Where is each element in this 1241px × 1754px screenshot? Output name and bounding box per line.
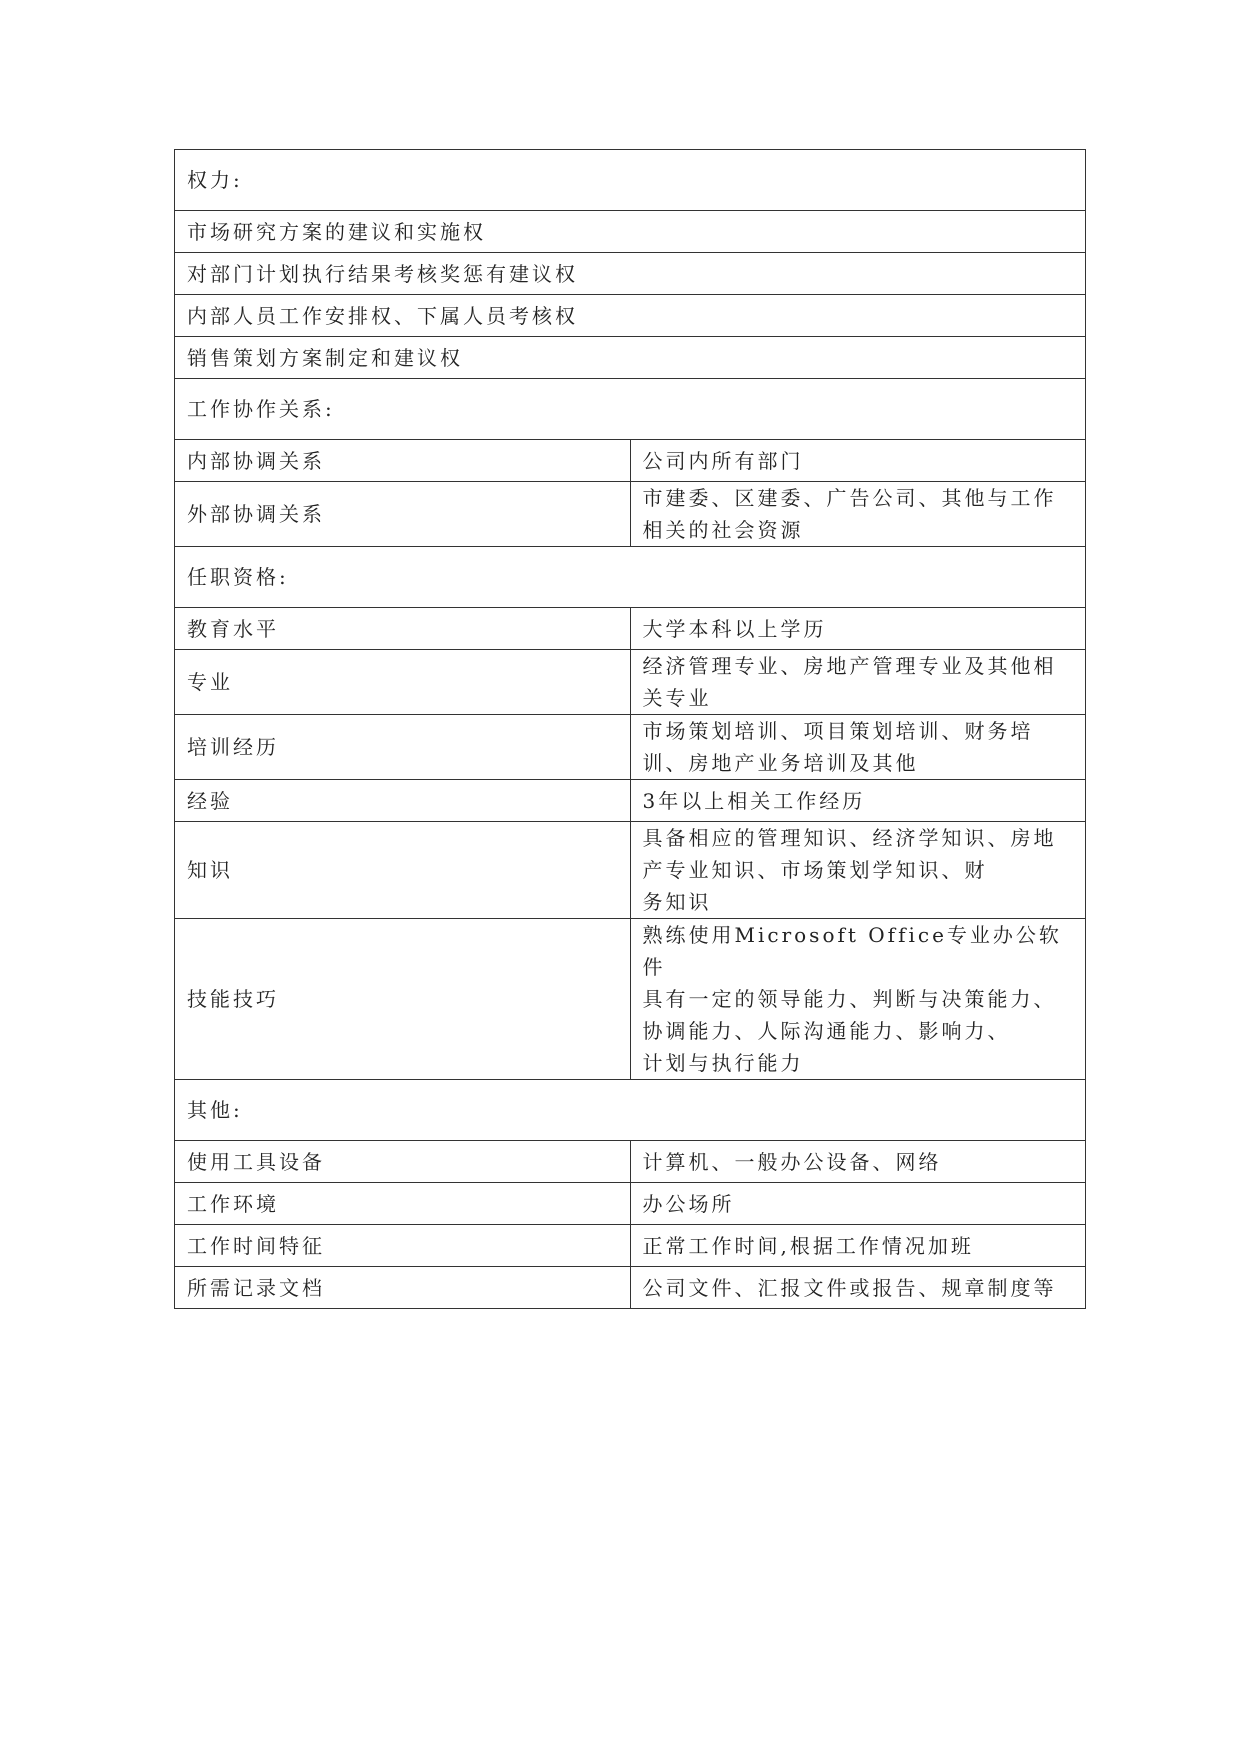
field-label: 知识: [175, 822, 631, 919]
field-value: 正常工作时间,根据工作情况加班: [630, 1225, 1086, 1267]
section-heading-other: 其他:: [175, 1080, 1086, 1141]
field-value: [630, 919, 1086, 1080]
section-heading-qualifications: 任职资格:: [175, 547, 1086, 608]
other-row: [175, 1267, 1086, 1309]
job-description-table: [174, 149, 1086, 1309]
field-value: 市建委、区建委、广告公司、其他与工作相关的社会资源: [630, 482, 1086, 547]
section-row-other: [175, 1080, 1086, 1141]
value-line: 具有一定的领导能力、判断与决策能力、协调能力、人际沟通能力、影响力、: [642, 987, 1057, 1043]
qualification-row: [175, 715, 1086, 780]
field-value: 计算机、一般办公设备、网络: [630, 1141, 1086, 1183]
qualification-row: [175, 919, 1086, 1080]
authority-item-row: [175, 253, 1086, 295]
other-row: [175, 1141, 1086, 1183]
field-label: 所需记录文档: [175, 1267, 631, 1309]
authority-item: 市场研究方案的建议和实施权: [175, 211, 1086, 253]
field-value: 公司文件、汇报文件或报告、规章制度等: [630, 1267, 1086, 1309]
field-value: 公司内所有部门: [630, 440, 1086, 482]
authority-item-row: [175, 295, 1086, 337]
authority-item: 对部门计划执行结果考核奖惩有建议权: [175, 253, 1086, 295]
authority-item: 内部人员工作安排权、下属人员考核权: [175, 295, 1086, 337]
authority-item-row: [175, 211, 1086, 253]
field-value: [630, 822, 1086, 919]
value-line: 熟练使用Microsoft Office专业办公软件: [642, 923, 1062, 979]
field-label: 经验: [175, 780, 631, 822]
field-label: 工作时间特征: [175, 1225, 631, 1267]
qualification-row: [175, 650, 1086, 715]
value-line: 务知识: [642, 890, 712, 914]
section-row-collaboration: [175, 379, 1086, 440]
field-label: 外部协调关系: [175, 482, 631, 547]
other-row: [175, 1225, 1086, 1267]
qualification-row: [175, 822, 1086, 919]
field-label: 工作环境: [175, 1183, 631, 1225]
collaboration-row: [175, 482, 1086, 547]
field-label: 教育水平: [175, 608, 631, 650]
field-value: 市场策划培训、项目策划培训、财务培训、房地产业务培训及其他: [630, 715, 1086, 780]
section-row-qualifications: [175, 547, 1086, 608]
field-label: 使用工具设备: [175, 1141, 631, 1183]
section-heading-collaboration: 工作协作关系:: [175, 379, 1086, 440]
field-value: 办公场所: [630, 1183, 1086, 1225]
qualification-row: [175, 608, 1086, 650]
authority-item: 销售策划方案制定和建议权: [175, 337, 1086, 379]
section-row-authority: [175, 150, 1086, 211]
field-label: 技能技巧: [175, 919, 631, 1080]
job-description-sheet: [174, 149, 1086, 1309]
field-label: 培训经历: [175, 715, 631, 780]
collaboration-row: [175, 440, 1086, 482]
other-row: [175, 1183, 1086, 1225]
field-label: 内部协调关系: [175, 440, 631, 482]
field-value: 大学本科以上学历: [630, 608, 1086, 650]
field-label: 专业: [175, 650, 631, 715]
authority-item-row: [175, 337, 1086, 379]
qualification-row: [175, 780, 1086, 822]
section-heading-authority: 权力:: [175, 150, 1086, 211]
value-line: 具备相应的管理知识、经济学知识、房地产专业知识、市场策划学知识、财: [642, 826, 1057, 882]
field-value: 经济管理专业、房地产管理专业及其他相关专业: [630, 650, 1086, 715]
field-value: 3年以上相关工作经历: [630, 780, 1086, 822]
value-line: 计划与执行能力: [642, 1051, 804, 1075]
